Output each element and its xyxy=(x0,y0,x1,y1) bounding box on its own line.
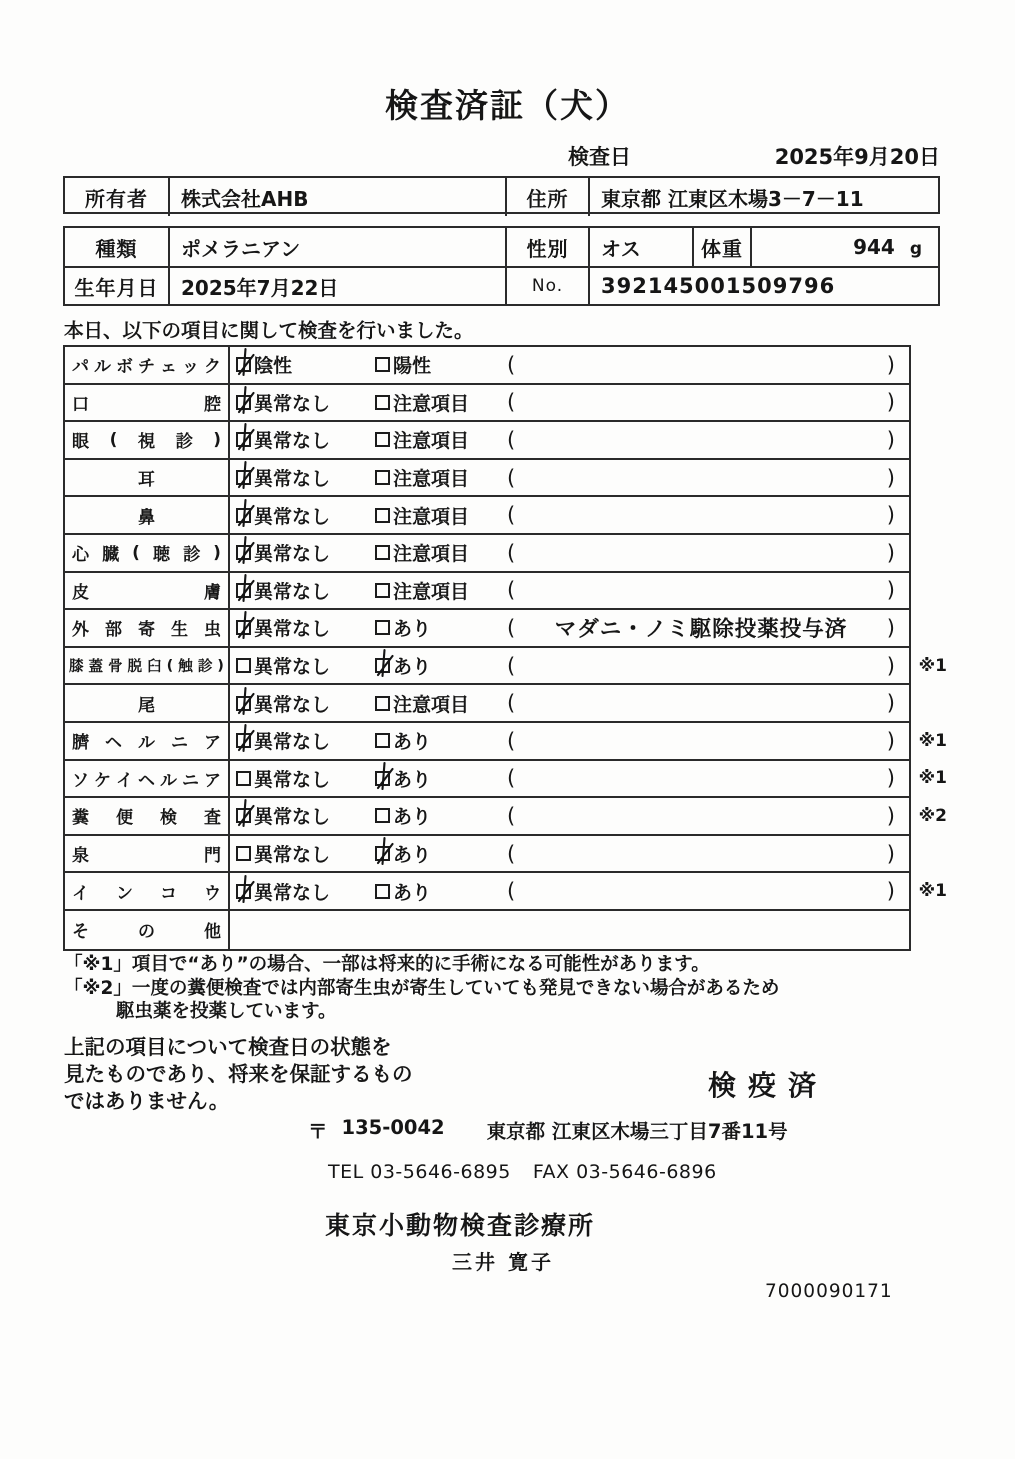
item-label: パ ル ボ チ ェ ッ ク xyxy=(65,347,230,383)
checkbox-option[interactable] xyxy=(375,426,507,453)
checked-checkbox-icon[interactable] xyxy=(236,884,251,899)
checklist-row-content xyxy=(230,422,909,458)
checkbox-option[interactable] xyxy=(236,765,375,792)
checklist-row xyxy=(65,460,909,498)
checklist-row xyxy=(65,873,947,911)
paren-open: ( xyxy=(507,879,516,904)
checked-checkbox-icon[interactable] xyxy=(236,808,251,823)
checked-checkbox-icon[interactable] xyxy=(236,696,251,711)
paren-open: ( xyxy=(507,578,516,603)
unchecked-checkbox-icon[interactable] xyxy=(375,583,390,598)
checkbox-option[interactable] xyxy=(236,351,375,378)
paren-close: ) xyxy=(886,503,895,528)
checkbox-option[interactable] xyxy=(236,464,375,491)
checked-checkbox-icon[interactable] xyxy=(236,620,251,635)
sex-label: 性別 xyxy=(507,228,590,266)
option-label: 注意項目 xyxy=(393,468,470,491)
checklist-row xyxy=(65,761,947,799)
item-label: そ の 他 xyxy=(65,911,230,949)
item-label: ソ ケ イ ヘ ル ニ ア xyxy=(65,761,230,797)
checklist-row-content xyxy=(230,685,909,721)
option-label: 異常なし xyxy=(254,693,331,716)
checkbox-option[interactable] xyxy=(236,727,375,754)
paren-open: ( xyxy=(507,803,516,828)
option-label: あり xyxy=(393,768,432,791)
paren-close: ) xyxy=(886,578,895,603)
checked-checkbox-icon[interactable] xyxy=(236,357,251,372)
owner-value: 株式会社AHB xyxy=(170,178,507,216)
breed-label: 種類 xyxy=(65,228,170,266)
paren-close: ) xyxy=(886,540,895,565)
option-label: 陰性 xyxy=(254,355,293,378)
unchecked-checkbox-icon[interactable] xyxy=(236,771,251,786)
checked-checkbox-icon[interactable] xyxy=(236,432,251,447)
checkbox-option[interactable] xyxy=(375,577,507,604)
unchecked-checkbox-icon[interactable] xyxy=(375,733,390,748)
checklist-row-content xyxy=(230,573,909,609)
item-label: 糞 便 検 査 xyxy=(65,798,230,834)
paren-close: ) xyxy=(886,691,895,716)
inspection-date-value: 2025年9月20日 xyxy=(774,145,940,169)
option-label: 異常なし xyxy=(254,505,331,528)
option-label: あり xyxy=(393,656,432,679)
checklist-row xyxy=(65,347,909,385)
checkbox-option[interactable] xyxy=(236,840,375,867)
checked-checkbox-icon[interactable] xyxy=(236,395,251,410)
checkbox-option[interactable] xyxy=(236,577,375,604)
option-label: あり xyxy=(393,844,432,867)
item-label: 臍 ヘ ル ニ ア xyxy=(65,723,230,759)
option-label: 異常なし xyxy=(254,543,331,566)
option-label: 注意項目 xyxy=(393,580,470,603)
checklist-row xyxy=(65,497,909,535)
item-label: 膝 蓋 骨 脱 臼 ( 触 診 ) xyxy=(65,648,230,684)
paren-open: ( xyxy=(507,766,516,791)
paren-close: ) xyxy=(886,465,895,490)
checklist-row xyxy=(65,798,947,836)
checklist-row xyxy=(65,723,947,761)
option-label: 異常なし xyxy=(254,580,331,603)
unchecked-checkbox-icon[interactable] xyxy=(375,620,390,635)
footnote-2-line2: 駆虫薬を投薬しています。 xyxy=(116,1001,337,1022)
checked-checkbox-icon[interactable] xyxy=(375,658,390,673)
checkbox-option[interactable] xyxy=(236,539,375,566)
checklist-row-content xyxy=(230,836,909,872)
option-label: 注意項目 xyxy=(393,392,470,415)
paren-close: ) xyxy=(886,390,895,415)
weight-label: 体重 xyxy=(694,228,752,266)
unchecked-checkbox-icon[interactable] xyxy=(375,357,390,372)
paren-close: ) xyxy=(886,841,895,866)
disclaimer-line2: 見たものであり、将来を保証するもの xyxy=(64,1062,413,1086)
no-label: No. xyxy=(507,268,590,304)
weight-value: 944 xyxy=(853,235,895,259)
option-label: あり xyxy=(393,881,432,904)
paren-close: ) xyxy=(886,352,895,377)
item-label: 尾 xyxy=(65,685,230,721)
no-value: 392145001509796 xyxy=(601,274,836,298)
checkbox-option[interactable] xyxy=(236,426,375,453)
paren-open: ( xyxy=(507,841,516,866)
row-note: マダニ・ノミ駆除投薬投与済 xyxy=(554,617,848,643)
checklist-row xyxy=(65,422,909,460)
checklist-row-content xyxy=(230,347,909,383)
footnote-2-line1: 「※2」一度の糞便検査では内部寄生虫が寄生していても発見できない場合があるため xyxy=(64,977,780,999)
unchecked-checkbox-icon[interactable] xyxy=(375,696,390,711)
option-label: 異常なし xyxy=(254,881,331,904)
option-label: 異常なし xyxy=(254,618,331,641)
checkbox-option[interactable] xyxy=(236,502,375,529)
checkbox-option[interactable] xyxy=(375,727,507,754)
paren-close: ) xyxy=(886,427,895,452)
checkbox-option[interactable] xyxy=(236,878,375,905)
checklist-row-content xyxy=(230,460,909,496)
paren-open: ( xyxy=(507,390,516,415)
unchecked-checkbox-icon[interactable] xyxy=(236,658,251,673)
checkbox-option[interactable] xyxy=(375,502,507,529)
checked-checkbox-icon[interactable] xyxy=(375,846,390,861)
unchecked-checkbox-icon[interactable] xyxy=(375,884,390,899)
postal-code: 135-0042 xyxy=(341,1116,445,1139)
checklist-row-content xyxy=(230,385,909,421)
paren-close: ) xyxy=(886,879,895,904)
footnote-mark: ※1 xyxy=(918,655,947,676)
item-label: 鼻 xyxy=(65,497,230,533)
option-label: 異常なし xyxy=(254,656,331,679)
clinic-address-line xyxy=(308,1116,788,1144)
clinic-tel: TEL 03-5646-6895 xyxy=(328,1161,511,1183)
paren-open: ( xyxy=(507,691,516,716)
paren-open: ( xyxy=(507,540,516,565)
checked-checkbox-icon[interactable] xyxy=(236,733,251,748)
paren-close: ) xyxy=(886,653,895,678)
paren-open: ( xyxy=(507,653,516,678)
paren-open: ( xyxy=(507,615,516,640)
checkbox-option[interactable] xyxy=(375,614,507,641)
paren-close: ) xyxy=(886,615,895,640)
option-label: 異常なし xyxy=(254,806,331,829)
checked-checkbox-icon[interactable] xyxy=(236,508,251,523)
inspection-date-label: 検査日 xyxy=(568,145,631,169)
footnote-mark: ※1 xyxy=(918,730,947,751)
checked-checkbox-icon[interactable] xyxy=(236,470,251,485)
checklist-row xyxy=(65,573,909,611)
item-label: 皮 膚 xyxy=(65,573,230,609)
sex-value: オス xyxy=(590,228,694,266)
paren-open: ( xyxy=(507,352,516,377)
paren-close: ) xyxy=(886,803,895,828)
address-value: 東京都 江東区木場3－7－11 xyxy=(601,186,864,211)
checkbox-option[interactable] xyxy=(375,840,507,867)
address-label: 住所 xyxy=(507,178,590,216)
checkbox-option[interactable] xyxy=(375,878,507,905)
pet-table xyxy=(63,226,940,306)
checklist-row xyxy=(65,911,909,949)
checkbox-option[interactable] xyxy=(375,351,507,378)
checklist-table xyxy=(63,345,947,951)
paren-open: ( xyxy=(507,427,516,452)
unchecked-checkbox-icon[interactable] xyxy=(236,846,251,861)
item-label: 泉 門 xyxy=(65,836,230,872)
page-title: 検査済証（犬） xyxy=(385,86,630,125)
checklist-row xyxy=(65,385,909,423)
option-label: 異常なし xyxy=(254,844,331,867)
checkbox-option[interactable] xyxy=(375,802,507,829)
option-label: 異常なし xyxy=(254,731,331,754)
checkbox-option[interactable] xyxy=(375,690,507,717)
checked-checkbox-icon[interactable] xyxy=(236,545,251,560)
examiner-name: 三井 寛子 xyxy=(452,1250,554,1274)
checklist-row-content xyxy=(230,497,909,533)
option-label: 異常なし xyxy=(254,768,331,791)
birth-value: 2025年7月22日 xyxy=(170,268,507,304)
checkbox-option[interactable] xyxy=(236,652,375,679)
checkbox-option[interactable] xyxy=(236,389,375,416)
footnotes xyxy=(64,953,779,1024)
footnote-1: 「※1」項目で“あり”の場合、一部は将来的に手術になる可能性があります。 xyxy=(64,954,710,975)
checkbox-option[interactable] xyxy=(236,614,375,641)
checkbox-option[interactable] xyxy=(375,539,507,566)
unchecked-checkbox-icon[interactable] xyxy=(375,395,390,410)
item-label: 外 部 寄 生 虫 xyxy=(65,610,230,646)
disclaimer-text xyxy=(64,1034,413,1115)
breed-value: ポメラニアン xyxy=(170,228,507,266)
checklist-row-content xyxy=(230,798,909,834)
clinic-fax: FAX 03-5646-6896 xyxy=(532,1161,717,1183)
checkbox-option[interactable] xyxy=(375,389,507,416)
option-label: あり xyxy=(393,806,432,829)
unchecked-checkbox-icon[interactable] xyxy=(375,545,390,560)
checked-checkbox-icon[interactable] xyxy=(236,583,251,598)
item-label: 口 腔 xyxy=(65,385,230,421)
option-label: 注意項目 xyxy=(393,505,470,528)
clinic-name: 東京小動物検査診療所 xyxy=(325,1211,596,1240)
checklist-row-content xyxy=(230,648,909,684)
checkbox-option[interactable] xyxy=(375,464,507,491)
checkbox-option[interactable] xyxy=(375,765,507,792)
owner-table xyxy=(63,176,940,214)
item-label: 心 臓 ( 聴 診 ) xyxy=(65,535,230,571)
intro-text: 本日、以下の項目に関して検査を行いました。 xyxy=(64,319,474,342)
disclaimer-line1: 上記の項目について検査日の状態を xyxy=(64,1035,392,1059)
checklist-row-content xyxy=(230,873,909,909)
owner-label: 所有者 xyxy=(65,178,170,216)
paren-close: ) xyxy=(886,766,895,791)
postal-mark-icon: 〒 xyxy=(308,1120,328,1143)
option-label: 注意項目 xyxy=(393,430,470,453)
option-label: あり xyxy=(393,731,432,754)
paren-close: ) xyxy=(886,728,895,753)
birth-label: 生年月日 xyxy=(65,268,170,304)
unchecked-checkbox-icon[interactable] xyxy=(375,470,390,485)
quarantine-stamp: 検疫済 xyxy=(708,1069,829,1102)
checklist-row-content xyxy=(230,535,909,571)
inspection-date-row xyxy=(568,141,940,171)
disclaimer-line3: ではありません。 xyxy=(64,1089,230,1113)
checkbox-option[interactable] xyxy=(236,802,375,829)
checklist-row xyxy=(65,535,909,573)
unchecked-checkbox-icon[interactable] xyxy=(375,808,390,823)
weight-cell xyxy=(752,228,938,266)
checkbox-option[interactable] xyxy=(375,652,507,679)
checklist-row xyxy=(65,836,909,874)
unchecked-checkbox-icon[interactable] xyxy=(375,508,390,523)
footnote-mark: ※1 xyxy=(918,881,947,902)
checklist-row-content xyxy=(230,610,909,646)
footnote-mark: ※2 xyxy=(918,805,947,826)
checklist-row-content xyxy=(230,761,909,797)
option-label: 陽性 xyxy=(393,355,432,378)
checklist-row-content xyxy=(230,723,909,759)
item-label: イ ン コ ウ xyxy=(65,873,230,909)
footnote-mark: ※1 xyxy=(918,768,947,789)
item-label: 眼 ( 視 診 ) xyxy=(65,422,230,458)
option-label: 注意項目 xyxy=(393,543,470,566)
item-label: 耳 xyxy=(65,460,230,496)
option-label: 異常なし xyxy=(254,430,331,453)
option-label: 異常なし xyxy=(254,468,331,491)
checklist-row-content xyxy=(230,911,909,949)
weight-unit: g xyxy=(909,239,922,259)
document-serial-number: 7000090171 xyxy=(765,1281,893,1302)
unchecked-checkbox-icon[interactable] xyxy=(375,432,390,447)
option-label: あり xyxy=(393,618,432,641)
option-label: 注意項目 xyxy=(393,693,470,716)
checklist-row xyxy=(65,685,909,723)
checked-checkbox-icon[interactable] xyxy=(375,771,390,786)
checkbox-option[interactable] xyxy=(236,690,375,717)
clinic-address: 東京都 江東区木場三丁目7番11号 xyxy=(486,1120,788,1143)
paren-open: ( xyxy=(507,728,516,753)
paren-open: ( xyxy=(507,503,516,528)
checklist-row xyxy=(65,648,947,686)
option-label: 異常なし xyxy=(254,392,331,415)
clinic-tel-line xyxy=(328,1161,717,1183)
paren-open: ( xyxy=(507,465,516,490)
checklist-row xyxy=(65,610,909,648)
